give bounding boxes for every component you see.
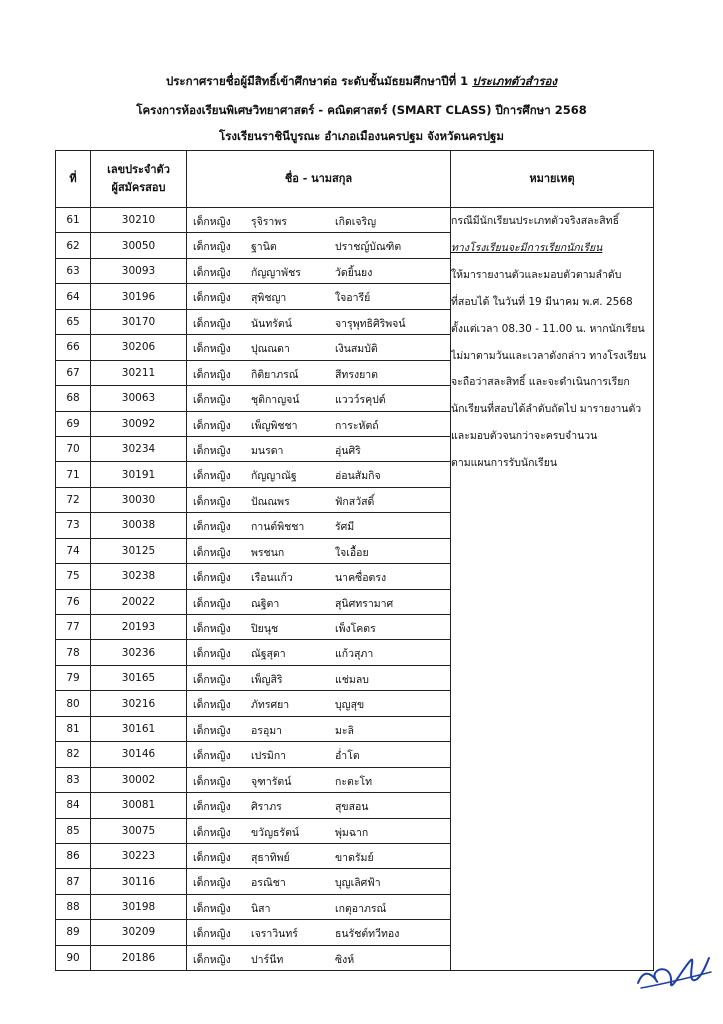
remark-line: นักเรียนที่สอบได้ลำดับถัดไป มารายงานตัว	[451, 403, 642, 416]
applicant-id: 30063	[91, 386, 187, 411]
announcement-title	[0, 73, 723, 89]
row-number: 68	[56, 386, 91, 411]
applicant-id: 30191	[91, 462, 187, 487]
row-number: 66	[56, 335, 91, 360]
last-name: ปราชญ์บัณฑิต	[335, 241, 402, 254]
student-name	[187, 233, 451, 258]
name-prefix: เด็กหญิง	[193, 470, 231, 483]
last-name: เกตุอาภรณ์	[335, 902, 387, 915]
first-name: สุธาทิพย์	[251, 851, 290, 864]
student-name	[187, 411, 451, 436]
row-number: 64	[56, 284, 91, 309]
row-number: 77	[56, 615, 91, 640]
applicant-id: 30211	[91, 360, 187, 385]
remark-line: จะถือว่าสละสิทธิ์ และจะดำเนินการเรียก	[451, 376, 630, 389]
last-name: รัศมี	[335, 521, 355, 534]
last-name: บุญสุข	[335, 699, 365, 712]
applicant-id: 30165	[91, 665, 187, 690]
name-prefix: เด็กหญิง	[193, 572, 231, 585]
row-number: 73	[56, 513, 91, 538]
row-number: 71	[56, 462, 91, 487]
name-prefix: เด็กหญิง	[193, 750, 231, 763]
name-prefix: เด็กหญิง	[193, 343, 231, 356]
applicant-id: 20022	[91, 589, 187, 614]
name-prefix: เด็กหญิง	[193, 394, 231, 407]
last-name: กะตะโท	[335, 775, 373, 788]
applicant-id: 30234	[91, 436, 187, 461]
first-name: ฐานิต	[251, 241, 277, 254]
header-applicant-id-line2: ผู้สมัครสอบ	[111, 181, 166, 194]
student-name	[187, 208, 451, 233]
row-number: 83	[56, 767, 91, 792]
last-name: เพ็งโคตร	[335, 623, 376, 635]
applicant-id: 20186	[91, 945, 187, 970]
last-name: บุญเลิศฟ้า	[335, 877, 381, 890]
name-prefix: เด็กหญิง	[193, 419, 231, 432]
header-name: ชื่อ - นามสกุล	[187, 151, 451, 208]
row-number: 75	[56, 564, 91, 589]
row-number: 78	[56, 640, 91, 665]
name-prefix: เด็กหญิง	[193, 266, 231, 279]
first-name: เจราวินทร์	[251, 928, 298, 941]
first-name: กานต์พิชชา	[251, 521, 305, 534]
applicant-id: 30002	[91, 767, 187, 792]
row-number: 67	[56, 360, 91, 385]
row-number: 65	[56, 309, 91, 334]
student-name	[187, 462, 451, 487]
row-number: 80	[56, 691, 91, 716]
last-name: สุนิศทรามาศ	[335, 597, 394, 610]
last-name: อ่ำโต	[335, 750, 360, 763]
first-name: กิติยาภรณ์	[251, 368, 299, 381]
first-name: สุพิชญา	[251, 292, 287, 305]
row-number: 61	[56, 208, 91, 233]
student-name	[187, 742, 451, 767]
name-prefix: เด็กหญิง	[193, 775, 231, 788]
row-number: 81	[56, 716, 91, 741]
first-name: อรอุมา	[251, 724, 283, 737]
first-name: มนรดา	[251, 444, 284, 457]
student-name	[187, 818, 451, 843]
last-name: การะหัตถ์	[335, 419, 379, 432]
first-name: เรือนแก้ว	[251, 572, 293, 585]
row-number: 88	[56, 894, 91, 919]
header-remark: หมายเหตุ	[451, 151, 654, 208]
student-name	[187, 894, 451, 919]
first-name: กัญญาพัชร	[251, 266, 301, 279]
last-name: สุขสอน	[335, 801, 369, 814]
name-prefix: เด็กหญิง	[193, 368, 231, 381]
student-name	[187, 538, 451, 563]
name-prefix: เด็กหญิง	[193, 928, 231, 941]
student-name	[187, 564, 451, 589]
first-name: อรณิชา	[251, 877, 286, 890]
last-name: แววว์รคุปต์	[335, 394, 386, 407]
last-name: ใจเอื้อย	[335, 546, 369, 559]
name-prefix: เด็กหญิง	[193, 292, 231, 305]
header-applicant-id	[91, 151, 187, 208]
student-name	[187, 793, 451, 818]
name-prefix: เด็กหญิง	[193, 724, 231, 737]
name-prefix: เด็กหญิง	[193, 699, 231, 712]
student-name	[187, 513, 451, 538]
name-prefix: เด็กหญิง	[193, 216, 231, 228]
student-name	[187, 665, 451, 690]
first-name: เพ็ญพิชชา	[251, 419, 298, 432]
row-number: 76	[56, 589, 91, 614]
row-number: 84	[56, 793, 91, 818]
last-name: เงินสมบัติ	[335, 343, 378, 356]
last-name: ธนรัชต์ทวีทอง	[335, 928, 400, 941]
student-name	[187, 615, 451, 640]
program-title: โครงการห้องเรียนพิเศษวิทยาศาสตร์ - คณิตศาสตร์ (SMART CLASS) ปีการศึกษา 2568	[136, 103, 587, 117]
first-name: ศิราภร	[251, 801, 282, 814]
name-prefix: เด็กหญิง	[193, 902, 231, 915]
applicant-id: 30125	[91, 538, 187, 563]
name-prefix: เด็กหญิง	[193, 623, 231, 635]
applicant-id: 30216	[91, 691, 187, 716]
row-number: 87	[56, 869, 91, 894]
last-name: ขาดรัมย์	[335, 851, 374, 864]
student-name	[187, 258, 451, 283]
signature	[633, 938, 713, 998]
name-prefix: เด็กหญิง	[193, 953, 231, 966]
last-name: ซิงห์	[335, 953, 355, 966]
applicant-id: 30081	[91, 793, 187, 818]
first-name: จุฑารัตน์	[251, 775, 292, 788]
remark-line: ตามแผนการรับนักเรียน	[451, 457, 558, 470]
last-name: สีทรงยาต	[335, 368, 378, 381]
first-name: ณฐิตา	[251, 597, 280, 610]
table-row	[56, 208, 654, 233]
applicant-id: 30092	[91, 411, 187, 436]
header-applicant-id-line1: เลขประจำตัว	[107, 163, 170, 176]
row-number: 74	[56, 538, 91, 563]
row-number: 79	[56, 665, 91, 690]
applicant-id: 30170	[91, 309, 187, 334]
applicant-id: 30038	[91, 513, 187, 538]
last-name: เกิดเจริญ	[335, 216, 377, 228]
remark-note	[451, 208, 654, 971]
name-prefix: เด็กหญิง	[193, 546, 231, 559]
remark-line: ที่สอบได้ ในวันที่ 19 มีนาคม พ.ศ. 2568	[451, 295, 633, 308]
last-name: แก้วสุภา	[335, 648, 374, 661]
applicant-id: 30210	[91, 208, 187, 233]
student-name	[187, 691, 451, 716]
student-name	[187, 589, 451, 614]
student-name	[187, 945, 451, 970]
name-prefix: เด็กหญิง	[193, 597, 231, 610]
first-name: นันทรัตน์	[251, 317, 292, 330]
name-prefix: เด็กหญิง	[193, 826, 231, 839]
name-prefix: เด็กหญิง	[193, 521, 231, 534]
first-name: กัญญาณัฐ	[251, 470, 297, 483]
applicant-id: 30146	[91, 742, 187, 767]
first-name: นิสา	[251, 902, 271, 915]
name-prefix: เด็กหญิง	[193, 801, 231, 814]
first-name: ภัทรศยา	[251, 699, 290, 712]
row-number: 89	[56, 920, 91, 945]
row-number: 85	[56, 818, 91, 843]
last-name: มะลิ	[335, 724, 354, 737]
school-title: โรงเรียนราชินีบูรณะ อำเภอเมืองนครปฐม จังหวัดนครปฐม	[219, 129, 504, 143]
row-number: 86	[56, 843, 91, 868]
applicant-id: 30196	[91, 284, 187, 309]
applicant-id: 30030	[91, 487, 187, 512]
student-name	[187, 920, 451, 945]
first-name: ปาร์นีท	[251, 953, 284, 966]
student-name	[187, 869, 451, 894]
last-name: พุ่มฉาก	[335, 826, 369, 839]
remark-line: และมอบตัวจนกว่าจะครบจำนวน	[451, 430, 598, 443]
last-name: จารุพุทธิศิริพจน์	[335, 317, 406, 330]
student-name	[187, 386, 451, 411]
student-name	[187, 360, 451, 385]
first-name: ปิยนุช	[251, 623, 279, 635]
applicant-id: 30198	[91, 894, 187, 919]
last-name: อุ่นศิริ	[335, 444, 361, 457]
last-name: วัดยิ้นยง	[335, 266, 373, 279]
last-name: ใจอารีย์	[335, 292, 371, 305]
first-name: เพ็ญสิริ	[251, 673, 283, 686]
last-name: แช่มลบ	[335, 673, 369, 686]
applicant-id: 30093	[91, 258, 187, 283]
name-prefix: เด็กหญิง	[193, 317, 231, 330]
table-header-row	[56, 151, 654, 208]
row-number: 72	[56, 487, 91, 512]
title-category: ประเภทตัวสำรอง	[472, 74, 558, 88]
row-number: 63	[56, 258, 91, 283]
applicant-id: 30075	[91, 818, 187, 843]
header-no: ที่	[56, 151, 91, 208]
row-number: 90	[56, 945, 91, 970]
first-name: ชุติกาญจน์	[251, 394, 300, 407]
student-name	[187, 487, 451, 512]
row-number: 82	[56, 742, 91, 767]
applicant-id: 30206	[91, 335, 187, 360]
remark-line: ทางโรงเรียนจะมีการเรียกนักเรียน	[451, 241, 603, 254]
reserve-list-table	[55, 150, 654, 971]
applicant-id: 30209	[91, 920, 187, 945]
student-name	[187, 716, 451, 741]
title-main: ประกาศรายชื่อผู้มีสิทธิ์เข้าศึกษาต่อ ระดับชั้นมัธยมศึกษาปีที่ 1	[165, 74, 473, 88]
last-name: อ่อนสัมกิจ	[335, 470, 381, 483]
applicant-id: 30223	[91, 843, 187, 868]
first-name: ณัฐสุดา	[251, 648, 286, 661]
applicant-id: 30050	[91, 233, 187, 258]
last-name: ฟักสวัสดิ์	[335, 495, 375, 508]
student-name	[187, 767, 451, 792]
first-name: เปรมิกา	[251, 750, 287, 763]
remark-line: ให้มารายงานตัวและมอบตัวตามลำดับ	[451, 268, 622, 281]
first-name: รุจิราพร	[251, 216, 287, 228]
first-name: ขวัญธรัตน์	[251, 826, 300, 839]
first-name: ปัณณพร	[251, 495, 290, 508]
row-number: 62	[56, 233, 91, 258]
student-name	[187, 436, 451, 461]
name-prefix: เด็กหญิง	[193, 673, 231, 686]
applicant-id: 30161	[91, 716, 187, 741]
name-prefix: เด็กหญิง	[193, 495, 231, 508]
name-prefix: เด็กหญิง	[193, 851, 231, 864]
name-prefix: เด็กหญิง	[193, 877, 231, 890]
remark-line: กรณีมีนักเรียนประเภทตัวจริงสละสิทธิ์	[451, 215, 619, 227]
applicant-id: 30236	[91, 640, 187, 665]
student-name	[187, 309, 451, 334]
first-name: พรชนก	[251, 546, 285, 559]
name-prefix: เด็กหญิง	[193, 648, 231, 661]
row-number: 70	[56, 436, 91, 461]
remark-line: ไม่มาตามวันและเวลาดังกล่าว ทางโรงเรียน	[451, 349, 647, 362]
applicant-id: 20193	[91, 615, 187, 640]
student-name	[187, 640, 451, 665]
remark-line: ตั้งแต่เวลา 08.30 - 11.00 น. หากนักเรียน	[451, 322, 645, 335]
student-name	[187, 284, 451, 309]
name-prefix: เด็กหญิง	[193, 241, 231, 254]
first-name: ปุณณดา	[251, 343, 290, 356]
student-name	[187, 843, 451, 868]
last-name: นาคซื่อตรง	[335, 572, 387, 585]
applicant-id: 30116	[91, 869, 187, 894]
applicant-id: 30238	[91, 564, 187, 589]
row-number: 69	[56, 411, 91, 436]
name-prefix: เด็กหญิง	[193, 444, 231, 457]
student-name	[187, 335, 451, 360]
